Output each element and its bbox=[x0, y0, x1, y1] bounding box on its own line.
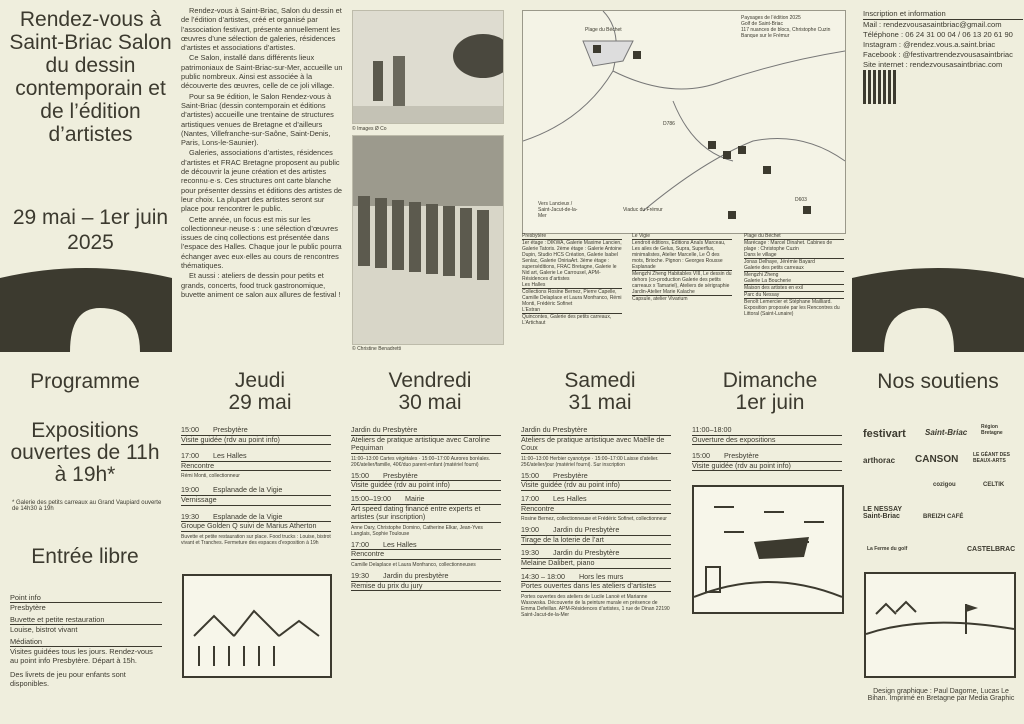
venues-column bbox=[744, 233, 844, 317]
village-drawing bbox=[182, 574, 332, 678]
venue-text: Mengzhi Zheng bbox=[744, 272, 779, 278]
event-place: Mairie bbox=[404, 493, 425, 503]
event-item bbox=[181, 513, 331, 546]
event-time: 17:00 bbox=[181, 451, 199, 461]
event-title: Ateliers de pratique artistique avec Caroline Pequiman bbox=[351, 436, 501, 454]
venue-text: Quincontes, Galerie des petits carreaux, L’Artichaut bbox=[522, 314, 612, 326]
event-item bbox=[692, 452, 842, 471]
salon-title: Rendez-vous à Saint-Briac Salon du dessin contemporain et de l’édition d’artistes bbox=[9, 8, 172, 146]
salon-dates bbox=[8, 205, 173, 255]
info-site[interactable]: Site internet : rendezvousasaintbriac.com bbox=[863, 60, 1003, 69]
info-block-heading: Médiation bbox=[10, 637, 162, 647]
event-title: Visite guidée (rdv au point info) bbox=[181, 436, 331, 446]
venues-column bbox=[632, 233, 732, 302]
event-place: Jardin du Presbytère bbox=[351, 425, 418, 434]
boat-drawing bbox=[692, 485, 844, 614]
event-item bbox=[521, 495, 671, 522]
sponsor-logo: CELTIK bbox=[983, 482, 1005, 488]
event-time: 15:00 bbox=[351, 470, 369, 480]
day-name: Jeudi bbox=[234, 369, 286, 392]
photo-caption: © Christine Benadretti bbox=[352, 346, 401, 352]
event-place: Jardin du Presbytère bbox=[521, 425, 588, 434]
day-name: Samedi bbox=[564, 369, 636, 392]
event-item bbox=[351, 572, 501, 591]
event-item bbox=[521, 549, 671, 568]
event-item bbox=[351, 541, 501, 568]
event-item bbox=[351, 426, 501, 468]
venue-name: Jardin-Atelier Marie Kalache bbox=[632, 289, 732, 296]
sponsor-logo: CASTELBRAC bbox=[967, 546, 1016, 553]
gallery-photo-illustration bbox=[353, 11, 503, 123]
venue-name: Esplanade bbox=[632, 264, 732, 271]
event-place: Presbytère bbox=[383, 470, 418, 480]
venue-name: Maison des artistes en exil bbox=[744, 285, 844, 292]
map-legend-item: Banque sur le Frémur bbox=[741, 33, 790, 39]
info-block-heading: Buvette et petite restauration bbox=[10, 615, 162, 625]
event-time: 11:00–18:00 bbox=[692, 425, 732, 434]
intro-paragraph: Rendez-vous à Saint-Briac, Salon du dessin et de l’édition d’artistes, créé et organisé par l’association festivart, présente annuellement les œuvres d’une sélection de galeries, résidences d’artistes et associations d’artistes. bbox=[181, 6, 342, 53]
event-time: 15:00 bbox=[521, 470, 539, 480]
event-place: Les Halles bbox=[553, 493, 587, 503]
kids-note: Des livrets de jeu pour enfants sont disponibles. bbox=[10, 670, 126, 688]
venue-name: Plage du Béchet bbox=[744, 233, 844, 240]
info-block-text: Presbytère bbox=[10, 603, 46, 612]
event-time: 15:00 bbox=[692, 451, 710, 461]
event-desc: 11:00–13:00 Herbier cyanotype · 15:00–17:00 Laisse d’atelier. 25€/atelier/jour (matériel fourni). Sur inscription bbox=[521, 455, 659, 468]
event-item bbox=[351, 495, 501, 537]
sponsor-logo: cozigou bbox=[933, 482, 956, 488]
event-time: 15:00 bbox=[181, 425, 199, 434]
venue-name: L’Estran bbox=[522, 307, 622, 314]
day-header bbox=[690, 370, 850, 414]
map-legend-title: Paysages de l’édition 2025 bbox=[741, 15, 801, 21]
event-desc: Camille Delaplace et Laura Monfranco, collectionneuses bbox=[351, 561, 476, 568]
event-time: 17:00 bbox=[351, 539, 369, 549]
beach-cabins-illustration bbox=[353, 136, 503, 344]
event-time: 19:30 bbox=[351, 570, 369, 580]
sponsor-logos bbox=[863, 420, 1019, 570]
event-title: Art speed dating financé entre experts et artistes (sur inscription) bbox=[351, 505, 501, 523]
day-date: 31 mai bbox=[568, 391, 632, 414]
sponsor-logo: Région Bretagne bbox=[981, 424, 1003, 436]
event-desc: Rosine Bernez, collectionneuse et Frédéric Sofinet, collectionneur bbox=[521, 516, 667, 523]
sponsor-logo: arthorac bbox=[863, 456, 896, 465]
map-label: D786 bbox=[663, 121, 675, 127]
venue-text: Marécage : Marcel Dinahet. Cabines de plage : Christophe Cuzin bbox=[744, 240, 833, 252]
event-place: Les Halles bbox=[213, 451, 247, 461]
info-instagram[interactable]: Instagram : @rendez.vous.a.saint.briac bbox=[863, 40, 996, 49]
golf-drawing-illustration bbox=[866, 574, 1014, 676]
venue-text: Collections Rosine Bernez, Pierre Capelle, Camille Delaplace et Laura Monfranco, Rémi Monti, Frédéric Sofinet bbox=[522, 289, 622, 307]
event-item bbox=[521, 526, 671, 545]
event-title: Rencontre bbox=[351, 550, 501, 560]
intro-paragraph: Galeries, associations d’artistes, résidences d’artistes et FRAC Bretagne proposent au public de découvrir la jeune création et des artistes reconnu·e·s. Ces structures ont carte blanche pour présenter dessins et éditions des artistes de leur choix. La plupart des artistes seront sur place pour rencontrer le public. bbox=[181, 148, 343, 214]
event-desc: Portes ouvertes des ateliers de Lucile Lanoë et Marianne Wasowska. Découverte de la peinture murale en présence de Emma Defeillan. APM-Résidences d’artistes, 1 rue de Dinan 22190 Saint-Jacut-de-la-Mer bbox=[521, 593, 670, 618]
bridge-left-icon bbox=[0, 268, 172, 352]
venue-text: Jonas Delhaye, Jérémie Bayard bbox=[744, 259, 815, 265]
event-desc: Anne Dary, Christophe Domino, Catherine Elkar, Jean-Yves Langlais, Sophie Toulouse bbox=[351, 524, 483, 537]
dates-line2: 2025 bbox=[67, 231, 114, 254]
free-entry: Entrée libre bbox=[31, 545, 139, 568]
village-map bbox=[522, 10, 846, 234]
day-header bbox=[350, 370, 510, 414]
sponsor-logo: CANSON bbox=[915, 454, 959, 465]
venue-name: Presbytère bbox=[522, 233, 622, 240]
event-desc: Rémi Monti, collectionneur bbox=[181, 473, 240, 480]
beach-cabins-photo bbox=[352, 135, 504, 345]
event-place: Hors les murs bbox=[578, 571, 624, 581]
event-time: 19:00 bbox=[521, 525, 539, 535]
day-events bbox=[692, 426, 842, 471]
venue-name: Dans le village bbox=[744, 252, 844, 259]
golf-drawing bbox=[864, 572, 1016, 678]
sponsor-logo: La Ferme du golf bbox=[867, 546, 908, 552]
event-item bbox=[521, 573, 671, 618]
venue-text: Lendroit éditions, Éditions Anaïs Marceau, Les ailes de Gelus, Supra, Superflux, minimalistes, Atelier Marcelle, Le Ô des mots, Brioche. Pignon : Georges Rousse bbox=[632, 240, 726, 264]
info-mail[interactable]: Mail : rendezvousasaintbriac@gmail.com bbox=[863, 20, 1002, 29]
info-facebook[interactable]: Facebook : @festivartrendezvousasaintbriac bbox=[863, 50, 1013, 59]
event-desc: 11:00–13:00 Cartes végétales · 15:00–17:00 Aurores boréales. 20€/atelier/famille, 40€/duo parent-enfant (matériel fourni) bbox=[351, 455, 491, 468]
photo-caption: © Images Ø Co bbox=[352, 126, 387, 132]
event-title: Portes ouvertes dans les ateliers d’artistes bbox=[521, 582, 671, 592]
design-credits: Design graphique : Paul Dagorne, Lucas Le Bihan. Imprimé en Bretagne par Media Graphic bbox=[867, 688, 1015, 702]
event-title: Vernissage bbox=[181, 496, 331, 506]
intro-paragraph: Et aussi : ateliers de dessin pour petits et grands, concerts, food truck gastronomique, buvette animent ce salon aux allures de festival ! bbox=[181, 271, 341, 299]
programme-info bbox=[10, 593, 162, 688]
event-item bbox=[351, 472, 501, 491]
event-title: Melaine Dalibert, piano bbox=[521, 559, 671, 569]
village-drawing-illustration bbox=[184, 576, 330, 676]
event-time: 19:00 bbox=[181, 485, 199, 495]
venue-text: 1er étage : DIKWA, Galerie Maxime Lancien, Galerie Tatoris. 2ème étage : Galerie Antoine Dupin, Studio HCS Création, Galerie Isabel Senlac, Galerie OniriaArt. 3ème étage : superséditions, FRAC Bretagne, Galerie le Nid art, Galerie Le Carrousel, APM-Résidences d’artistes bbox=[522, 240, 622, 282]
event-place: Les Halles bbox=[383, 539, 417, 549]
map-legend bbox=[741, 15, 841, 39]
event-item bbox=[181, 426, 331, 445]
bridge-right-icon bbox=[852, 268, 1024, 352]
event-place: Presbytère bbox=[553, 470, 588, 480]
day-events bbox=[351, 426, 501, 591]
venue-text: Benoît Lemercier et Stéphane Mailliard. Exposition proposée par les Rencontres du Littoral (Saint-Lunaire) bbox=[744, 299, 840, 317]
qr-code-icon[interactable] bbox=[863, 70, 897, 104]
event-title: Ateliers de pratique artistique avec Maëlle de Coux bbox=[521, 436, 671, 454]
venue-name: Parc du Nessay bbox=[744, 292, 844, 299]
expo-hours: Expositions ouvertes de 11h à 19h* bbox=[10, 419, 160, 486]
info-block-heading: Point info bbox=[10, 593, 162, 603]
dates-line1: 29 mai – 1er juin bbox=[12, 206, 169, 229]
event-place: Jardin du presbytère bbox=[383, 570, 449, 580]
expo-note: * Galerie des petits carreaux au Grand Vaupiard ouverte de 14h30 à 19h bbox=[12, 500, 162, 512]
day-events bbox=[521, 426, 671, 618]
map-label: Plage du Béchet bbox=[585, 27, 622, 33]
venue-name: Galerie des petits carreaux bbox=[744, 265, 844, 272]
contact-info bbox=[863, 9, 1023, 70]
map-label: D603 bbox=[795, 197, 807, 203]
boat-drawing-illustration bbox=[694, 487, 842, 612]
gallery-photo bbox=[352, 10, 504, 124]
event-item bbox=[181, 452, 331, 479]
event-title: Rencontre bbox=[181, 462, 331, 472]
info-block-text: Visites guidées tous les jours. Rendez-vous au point info Presbytère. Départ à 15h. bbox=[10, 647, 153, 665]
event-title: Rencontre bbox=[521, 505, 671, 515]
day-header bbox=[180, 370, 340, 414]
map-label: Vers Lancieux / Saint-Jacut-de-la-Mer bbox=[538, 201, 578, 219]
day-date: 29 mai bbox=[228, 391, 292, 414]
event-item bbox=[181, 486, 331, 505]
day-name: Dimanche bbox=[722, 369, 818, 392]
venues-column bbox=[522, 233, 622, 326]
sponsor-logo: Saint-Briac bbox=[925, 428, 968, 437]
map-label: Viaduc du Frémur bbox=[623, 207, 663, 213]
intro-paragraph: Cette année, un focus est mis sur les collectionneur·neuse·s : une sélection d’œuvres issues de cinq collections est présentée dans l’espace des Halles. Chaque jour le public pourra échanger avec eux·elles au cours de rencontres thématiques. bbox=[181, 214, 342, 271]
event-title: Visite guidée (rdv au point info) bbox=[692, 462, 842, 472]
event-time: 15:00–19:00 bbox=[351, 493, 391, 503]
event-time: 14:30 – 18:00 bbox=[521, 571, 565, 581]
sponsor-logo: LE GÉANT DES BEAUX-ARTS bbox=[973, 452, 1010, 464]
event-place: Jardin du Presbytère bbox=[553, 548, 620, 558]
day-date: 1er juin bbox=[735, 391, 805, 414]
venue-text: Mengzhi Zheng Habitables VIII, Le dessin du dehors (co-production Galerie des petits carreaux x Tamariel), Ateliers de sérigraphie bbox=[632, 271, 732, 289]
event-title: Ouverture des expositions bbox=[692, 436, 842, 446]
day-date: 30 mai bbox=[398, 391, 462, 414]
soutiens-heading: Nos soutiens bbox=[877, 370, 999, 393]
event-time: 17:00 bbox=[521, 493, 539, 503]
event-place: Presbytère bbox=[213, 425, 248, 434]
intro-paragraph: Ce Salon, installé dans différents lieux patrimoniaux de Saint-Briac-sur-Mer, accueille un public nombreux. Ainsi est associée à la découverte des œuvres, celle de ce joli village. bbox=[181, 53, 343, 91]
event-item bbox=[521, 472, 671, 491]
intro-paragraph: Pour sa 9e édition, le Salon Rendez-vous à Saint-Briac (dessin contemporain et éditions d’artistes) accueille une trentaine de structures artistiques venues de Bretagne et d’ailleurs (Nantes, Villefranche-sur-Saône, Saint-Denis, Paris, Lons-le-Saunier). bbox=[181, 91, 334, 148]
event-title: Groupe Golden Q suivi de Marius Atherton bbox=[181, 522, 331, 532]
event-title: Tirage de la loterie de l’art bbox=[521, 536, 671, 546]
event-place: Jardin du Presbytère bbox=[553, 525, 620, 535]
event-desc: Buvette et petite restauration sur place. Food trucks : Louise, bistrot vivant et Tranches. Fermeture des espaces d’exposition à 19h bbox=[181, 533, 331, 546]
venue-name: Galerie La Boucherie bbox=[744, 278, 844, 285]
programme-heading: Programme bbox=[30, 370, 140, 393]
venue-text: Capsule, atelier Vivarium bbox=[632, 296, 688, 302]
info-phone: Téléphone : 06 24 31 00 04 / 06 13 20 61 90 bbox=[863, 30, 1013, 39]
event-item bbox=[692, 426, 842, 445]
event-item bbox=[521, 426, 671, 468]
event-place: Esplanade de la Vigie bbox=[213, 511, 283, 521]
event-title: Remise du prix du jury bbox=[351, 582, 501, 592]
venue-name: Les Halles bbox=[522, 282, 622, 289]
sponsor-logo: BREIZH CAFÉ bbox=[923, 514, 964, 520]
day-events bbox=[181, 426, 331, 546]
event-place: Esplanade de la Vigie bbox=[213, 485, 283, 495]
event-time: 19:30 bbox=[181, 511, 199, 521]
day-header bbox=[520, 370, 680, 414]
info-heading: Inscription et information bbox=[863, 9, 1023, 20]
event-title: Visite guidée (rdv au point info) bbox=[521, 481, 671, 491]
event-time: 19:30 bbox=[521, 548, 539, 558]
event-title: Visite guidée (rdv au point info) bbox=[351, 481, 501, 491]
intro-text bbox=[181, 6, 344, 300]
sponsor-logo: LE NESSAY Saint-Briac bbox=[863, 506, 902, 520]
map-legend-item: Golf de Saint-Briac bbox=[741, 21, 783, 27]
info-block-text: Louise, bistrot vivant bbox=[10, 625, 78, 634]
map-legend-item: 117 nuances de blocs, Christophe Cuzin bbox=[741, 27, 831, 33]
venue-name: Le Vigie bbox=[632, 233, 732, 240]
event-place: Presbytère bbox=[724, 451, 759, 461]
day-name: Vendredi bbox=[388, 369, 472, 392]
sponsor-logo: festivart bbox=[863, 428, 906, 440]
